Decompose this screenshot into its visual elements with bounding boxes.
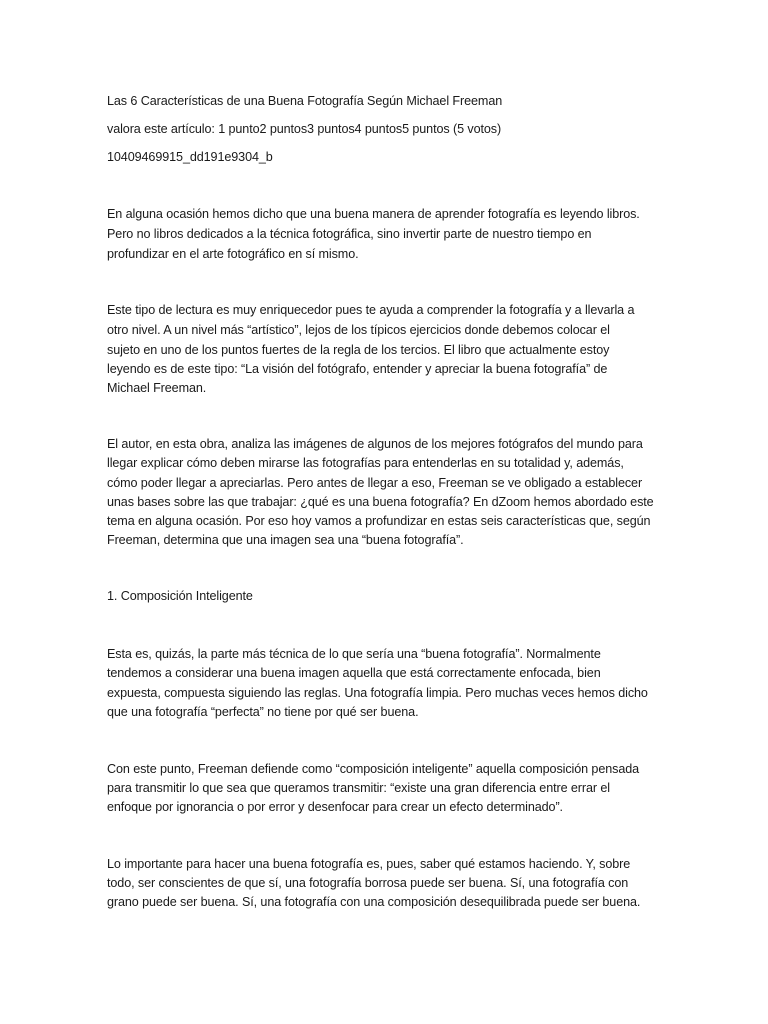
paragraph-line: enfoque por ignorancia o por error y desenfocar para crear un efecto determinado”.	[107, 800, 563, 814]
paragraph-line: expuesta, compuesta siguiendo las reglas. Una fotografía limpia. Pero muchas veces hemos dicho	[107, 686, 648, 700]
document-title: Las 6 Características de una Buena Fotografía Según Michael Freeman	[107, 94, 503, 108]
paragraph-line: grano puede ser buena. Sí, una fotografía con una composición desequilibrada puede ser buena.	[107, 895, 641, 909]
paragraph-line: unas bases sobre las que trabajar: ¿qué es una buena fotografía? En dZoom hemos abordado este	[107, 495, 654, 509]
paragraph-line: Freeman, determina que una imagen sea una “buena fotografía”.	[107, 533, 464, 547]
paragraph-line: Michael Freeman.	[107, 381, 207, 395]
paragraph-line: Esta es, quizás, la parte más técnica de lo que sería una “buena fotografía”. Normalmente	[107, 647, 601, 661]
paragraph-line: Lo importante para hacer una buena fotografía es, pues, saber qué estamos haciendo. Y, sobre	[107, 857, 631, 871]
paragraph-line: para transmitir lo que sea que queramos transmitir: “existe una gran diferencia entre errar el	[107, 781, 610, 795]
image-caption: 10409469915_dd191e9304_b	[107, 150, 273, 164]
paragraph-line: otro nivel. A un nivel más “artístico”, lejos de los típicos ejercicios donde debemos colocar el	[107, 323, 610, 337]
paragraph-line: Pero no libros dedicados a la técnica fotográfica, sino invertir parte de nuestro tiempo en	[107, 227, 592, 241]
paragraph-line: cómo poder llegar a apreciarlas. Pero antes de llegar a eso, Freeman se ve obligado a establecer	[107, 476, 643, 490]
paragraph-line: El autor, en esta obra, analiza las imágenes de algunos de los mejores fotógrafos del mundo para	[107, 437, 643, 451]
paragraph-line: Con este punto, Freeman defiende como “composición inteligente” aquella composición pensada	[107, 762, 640, 776]
paragraph-line: profundizar en el arte fotográfico en sí mismo.	[107, 247, 359, 261]
paragraph-line: Este tipo de lectura es muy enriquecedor pues te ayuda a comprender la fotografía y a llevarla a	[107, 303, 635, 317]
paragraph-line: todo, ser conscientes de que sí, una fotografía borrosa puede ser buena. Sí, una fotografía con	[107, 876, 629, 890]
paragraph-line: que una fotografía “perfecta” no tiene por qué ser buena.	[107, 705, 419, 719]
paragraph-line: llegar explicar cómo deben mirarse las fotografías para entenderlas en su totalidad y, además,	[107, 456, 624, 470]
section-heading: 1. Composición Inteligente	[107, 589, 253, 603]
paragraph-line: leyendo es de este tipo: “La visión del fotógrafo, entender y apreciar la buena fotografía” de	[107, 362, 608, 376]
paragraph-line: En alguna ocasión hemos dicho que una buena manera de aprender fotografía es leyendo libros.	[107, 207, 640, 221]
paragraph-line: sujeto en uno de los puntos fuertes de la regla de los tercios. El libro que actualmente estoy	[107, 343, 610, 357]
paragraph-line: tendemos a considerar una buena imagen aquella que está correctamente enfocada, bien	[107, 666, 601, 680]
paragraph-line: tema en alguna ocasión. Por eso hoy vamos a profundizar en estas seis características que, según	[107, 514, 651, 528]
rating-line: valora este artículo: 1 punto2 puntos3 puntos4 puntos5 puntos (5 votos)	[107, 122, 502, 136]
